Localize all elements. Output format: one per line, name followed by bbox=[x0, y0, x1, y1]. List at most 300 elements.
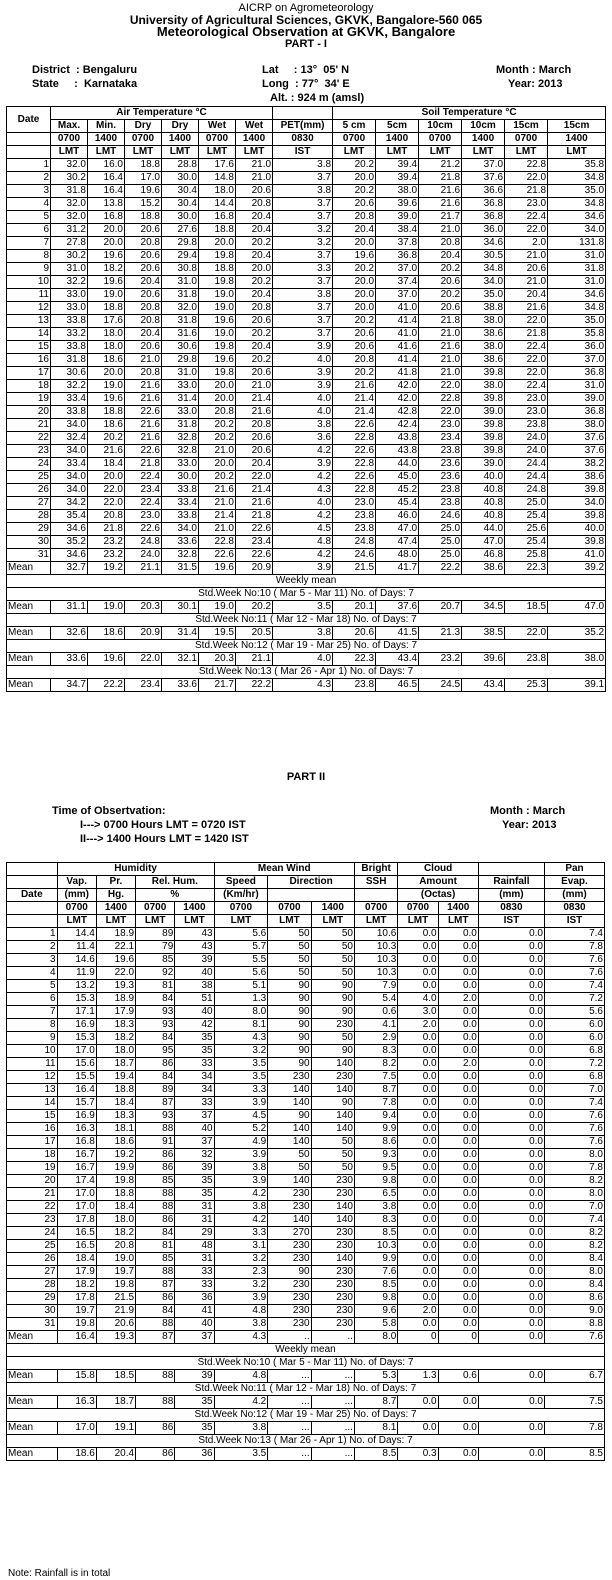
week-mean-value: ... bbox=[311, 1370, 354, 1383]
data-row bbox=[7, 484, 606, 497]
column-time-header bbox=[7, 902, 58, 915]
value-cell: 17.9 bbox=[57, 1266, 96, 1279]
value-cell: 95 bbox=[136, 1045, 175, 1058]
column-unit-header: LMT bbox=[57, 915, 96, 928]
value-cell: 93 bbox=[136, 1019, 175, 1032]
date-cell: 2 bbox=[7, 941, 58, 954]
value-cell: 19.0 bbox=[199, 302, 236, 315]
value-cell: 28.8 bbox=[162, 159, 199, 172]
date-cell: 14 bbox=[7, 328, 51, 341]
week-mean-value: 3.5 bbox=[273, 601, 333, 614]
value-cell: 21.6 bbox=[419, 185, 462, 198]
value-cell: 19.6 bbox=[125, 185, 162, 198]
value-cell: 36.0 bbox=[548, 341, 606, 354]
value-cell: 3.8 bbox=[214, 1318, 268, 1331]
value-cell: 9.3 bbox=[354, 1149, 397, 1162]
unit-header: (Km/hr) bbox=[214, 889, 268, 902]
date-cell: 23 bbox=[7, 445, 51, 458]
mean-label: Mean bbox=[7, 1448, 58, 1461]
value-cell: 0.0 bbox=[438, 1279, 478, 1292]
date-group-blank bbox=[7, 863, 58, 876]
value-cell: 51 bbox=[175, 993, 214, 1006]
value-cell: 23.8 bbox=[333, 510, 376, 523]
date-cell: 21 bbox=[7, 419, 51, 432]
data-row bbox=[7, 1305, 605, 1318]
value-cell: 11.9 bbox=[57, 967, 96, 980]
value-cell: 22.4 bbox=[125, 497, 162, 510]
value-cell: 230 bbox=[268, 1305, 311, 1318]
value-cell: 35 bbox=[175, 1032, 214, 1045]
data-row bbox=[7, 471, 606, 484]
value-cell: 90 bbox=[268, 980, 311, 993]
column-name-header: Dry bbox=[162, 120, 199, 133]
value-cell: 25.4 bbox=[505, 536, 548, 549]
value-cell: 5.2 bbox=[214, 1123, 268, 1136]
std-week-label: Std.Week No:12 ( Mar 19 - Mar 25) No. of Days: 7 bbox=[7, 1409, 605, 1422]
value-cell: 46.8 bbox=[462, 549, 505, 562]
date-header: Date bbox=[7, 889, 58, 902]
value-cell: 0.0 bbox=[398, 1123, 438, 1136]
value-cell: 37.4 bbox=[376, 276, 419, 289]
value-cell: 37.6 bbox=[548, 432, 606, 445]
value-cell: 0.0 bbox=[398, 1253, 438, 1266]
value-cell: 30.6 bbox=[162, 341, 199, 354]
value-cell: 7.9 bbox=[354, 980, 397, 993]
column-time-header: 0830 bbox=[544, 902, 604, 915]
data-row bbox=[7, 1253, 605, 1266]
value-cell: 23.6 bbox=[419, 458, 462, 471]
value-cell: 50 bbox=[311, 941, 354, 954]
value-cell: 84 bbox=[136, 1227, 175, 1240]
value-cell: 21.6 bbox=[236, 497, 273, 510]
value-cell: 39.4 bbox=[376, 159, 419, 172]
value-cell: 8.1 bbox=[214, 1019, 268, 1032]
value-cell: 21.0 bbox=[505, 250, 548, 263]
value-cell: 18.8 bbox=[88, 302, 125, 315]
value-cell: 25.4 bbox=[505, 510, 548, 523]
value-cell: 31.0 bbox=[162, 276, 199, 289]
mean-value: 20.9 bbox=[236, 562, 273, 575]
value-cell: 40 bbox=[175, 1318, 214, 1331]
rainfall-note: Note: Rainfall is in total bbox=[8, 1568, 111, 1579]
value-cell: 18.6 bbox=[96, 1136, 135, 1149]
data-row bbox=[7, 458, 606, 471]
value-cell: 36.8 bbox=[376, 250, 419, 263]
column-time-header: 0700 bbox=[199, 133, 236, 146]
mean-value: 39.2 bbox=[548, 562, 606, 575]
value-cell: 140 bbox=[268, 1084, 311, 1097]
date-cell: 27 bbox=[7, 497, 51, 510]
date-cell: 17 bbox=[7, 1136, 58, 1149]
mean-value: 22.2 bbox=[419, 562, 462, 575]
week-mean-value: 3.5 bbox=[214, 1448, 268, 1461]
date-cell: 11 bbox=[7, 1058, 58, 1071]
column-time-header: 0700 bbox=[333, 133, 376, 146]
value-cell: 22.0 bbox=[88, 484, 125, 497]
value-cell: 8.2 bbox=[544, 1175, 604, 1188]
value-cell: 39.8 bbox=[548, 536, 606, 549]
value-cell: 7.0 bbox=[544, 1084, 604, 1097]
value-cell: 30.2 bbox=[51, 172, 88, 185]
value-cell: 36.8 bbox=[548, 406, 606, 419]
date-cell: 23 bbox=[7, 1214, 58, 1227]
value-cell: 50 bbox=[268, 967, 311, 980]
data-row bbox=[7, 993, 605, 1006]
week-mean-value: 33.6 bbox=[162, 679, 199, 692]
value-cell: 22.0 bbox=[96, 967, 135, 980]
value-cell: 3.2 bbox=[273, 224, 333, 237]
data-row bbox=[7, 341, 606, 354]
value-cell: 31.0 bbox=[51, 263, 88, 276]
week-mean-value: ... bbox=[311, 1396, 354, 1409]
data-row bbox=[7, 1058, 605, 1071]
time-observation-line-1: I---> 0700 Hours LMT = 0720 IST bbox=[80, 819, 246, 831]
value-cell: 50 bbox=[311, 1149, 354, 1162]
data-row bbox=[7, 1292, 605, 1305]
std-week-mean-row bbox=[7, 601, 606, 614]
value-cell: 8.6 bbox=[354, 1136, 397, 1149]
value-cell: 0.0 bbox=[398, 1071, 438, 1084]
value-cell: 18.4 bbox=[57, 1253, 96, 1266]
std-week-label: Std.Week No:11 ( Mar 12 - Mar 18) No. of Days: 7 bbox=[7, 1383, 605, 1396]
value-cell: 21.0 bbox=[419, 224, 462, 237]
value-cell: 2.0 bbox=[505, 237, 548, 250]
value-cell: 90 bbox=[268, 1058, 311, 1071]
data-row bbox=[7, 276, 606, 289]
value-cell: 18.0 bbox=[88, 341, 125, 354]
value-cell: 39.8 bbox=[462, 445, 505, 458]
value-cell: 37 bbox=[175, 1136, 214, 1149]
column-time-header: 0700 bbox=[136, 902, 175, 915]
value-cell: 20.4 bbox=[236, 250, 273, 263]
value-cell: 4.2 bbox=[273, 471, 333, 484]
std-week-label-row bbox=[7, 1409, 605, 1422]
value-cell: 21.6 bbox=[333, 380, 376, 393]
value-cell: 32 bbox=[175, 1149, 214, 1162]
data-row bbox=[7, 1162, 605, 1175]
wind-direction-header: Direction bbox=[268, 876, 355, 889]
mean-value: 19.3 bbox=[96, 1331, 135, 1344]
value-cell: 50 bbox=[311, 1136, 354, 1149]
value-cell: 0.0 bbox=[478, 1084, 544, 1097]
value-cell: 20.6 bbox=[236, 445, 273, 458]
value-cell: 40.0 bbox=[548, 523, 606, 536]
week-mean-value: 8.5 bbox=[544, 1448, 604, 1461]
value-cell: 21.0 bbox=[236, 172, 273, 185]
value-cell: 20.6 bbox=[236, 367, 273, 380]
value-cell: 0.0 bbox=[478, 1188, 544, 1201]
week-mean-value: 20.3 bbox=[125, 601, 162, 614]
mean-label: Mean bbox=[7, 1396, 58, 1409]
value-cell: 90 bbox=[311, 1045, 354, 1058]
value-cell: 16.9 bbox=[57, 1019, 96, 1032]
column-unit-header bbox=[7, 146, 51, 159]
value-cell: 0.0 bbox=[478, 1136, 544, 1149]
value-cell: 0.0 bbox=[478, 980, 544, 993]
value-cell: 9.5 bbox=[354, 1162, 397, 1175]
value-cell: 27.6 bbox=[162, 224, 199, 237]
date-cell: 10 bbox=[7, 1045, 58, 1058]
value-cell: 2.3 bbox=[214, 1266, 268, 1279]
value-cell: 0.0 bbox=[478, 954, 544, 967]
value-cell: 90 bbox=[311, 1006, 354, 1019]
value-cell: 8.0 bbox=[544, 1149, 604, 1162]
value-cell: 19.6 bbox=[96, 954, 135, 967]
value-cell: 50 bbox=[268, 941, 311, 954]
value-cell: 17.9 bbox=[96, 1006, 135, 1019]
value-cell: 230 bbox=[268, 1318, 311, 1331]
value-cell: 7.5 bbox=[354, 1071, 397, 1084]
week-mean-value: 86 bbox=[136, 1448, 175, 1461]
column-time-header: 0700 bbox=[57, 902, 96, 915]
value-cell: 88 bbox=[136, 1188, 175, 1201]
week-mean-value: 21.1 bbox=[236, 653, 273, 666]
value-cell: 3.1 bbox=[214, 1240, 268, 1253]
value-cell: 18.8 bbox=[96, 1188, 135, 1201]
value-cell: 20.4 bbox=[236, 224, 273, 237]
column-unit-header: LMT bbox=[311, 915, 354, 928]
std-week-mean-row bbox=[7, 1396, 605, 1409]
value-cell: 0.0 bbox=[398, 1097, 438, 1110]
date-cell: 29 bbox=[7, 523, 51, 536]
value-cell: 3.8 bbox=[214, 1162, 268, 1175]
value-cell: 81 bbox=[136, 980, 175, 993]
value-cell: 18.8 bbox=[199, 263, 236, 276]
value-cell: 22.8 bbox=[199, 536, 236, 549]
week-mean-value: 20.1 bbox=[333, 601, 376, 614]
std-week-label-row bbox=[7, 640, 606, 653]
date-cell: 30 bbox=[7, 1305, 58, 1318]
column-unit-header: LMT bbox=[548, 146, 606, 159]
value-cell: 5.8 bbox=[354, 1318, 397, 1331]
value-cell: 35 bbox=[175, 1188, 214, 1201]
std-week-mean-row bbox=[7, 1370, 605, 1383]
value-cell: 30.2 bbox=[51, 250, 88, 263]
value-cell: 19.8 bbox=[96, 1175, 135, 1188]
value-cell: 19.8 bbox=[199, 341, 236, 354]
value-cell: 230 bbox=[268, 1253, 311, 1266]
std-week-label-row bbox=[7, 1435, 605, 1448]
value-cell: 20.0 bbox=[88, 367, 125, 380]
value-cell: 21.0 bbox=[505, 276, 548, 289]
value-cell: 31.0 bbox=[548, 276, 606, 289]
value-cell: 89 bbox=[136, 1084, 175, 1097]
value-cell: 24.8 bbox=[505, 484, 548, 497]
date-cell: 25 bbox=[7, 1240, 58, 1253]
std-week-label-row bbox=[7, 588, 606, 601]
value-cell: 16.8 bbox=[88, 211, 125, 224]
value-cell: 0.0 bbox=[478, 1058, 544, 1071]
value-cell: 9.8 bbox=[354, 1292, 397, 1305]
value-cell: 5.5 bbox=[214, 954, 268, 967]
value-cell: 18.9 bbox=[96, 928, 135, 941]
value-cell: 20.2 bbox=[199, 471, 236, 484]
value-cell: 0.0 bbox=[478, 1032, 544, 1045]
value-cell: 87 bbox=[136, 1279, 175, 1292]
value-cell: 88 bbox=[136, 1318, 175, 1331]
value-cell: 37.0 bbox=[376, 289, 419, 302]
value-cell: 21.6 bbox=[419, 198, 462, 211]
value-cell: 35.0 bbox=[462, 289, 505, 302]
value-cell: 0.0 bbox=[478, 1227, 544, 1240]
date-cell: 18 bbox=[7, 380, 51, 393]
value-cell: 41.4 bbox=[376, 354, 419, 367]
value-cell: 21.7 bbox=[419, 211, 462, 224]
latitude-label: Lat : 13° 05' N bbox=[262, 64, 350, 76]
value-cell: 21.6 bbox=[125, 380, 162, 393]
std-week-label: Std.Week No:11 ( Mar 12 - Mar 18) No. of Days: 7 bbox=[7, 614, 606, 627]
value-cell: 10.3 bbox=[354, 954, 397, 967]
value-cell: 31 bbox=[175, 1214, 214, 1227]
column-unit-header: LMT bbox=[398, 915, 438, 928]
date-cell: 20 bbox=[7, 406, 51, 419]
value-cell: 38 bbox=[175, 980, 214, 993]
value-cell: 31.8 bbox=[51, 354, 88, 367]
value-cell: 0.0 bbox=[438, 1214, 478, 1227]
value-cell: 0.0 bbox=[438, 954, 478, 967]
value-cell: 0.0 bbox=[478, 1071, 544, 1084]
column-unit-header: LMT bbox=[136, 915, 175, 928]
week-mean-value: 38.5 bbox=[462, 627, 505, 640]
value-cell: 84 bbox=[136, 1305, 175, 1318]
value-cell: 20.8 bbox=[199, 406, 236, 419]
week-mean-value: 21.7 bbox=[199, 679, 236, 692]
value-cell: 8.5 bbox=[354, 1227, 397, 1240]
mean-label: Mean bbox=[7, 1331, 58, 1344]
data-row bbox=[7, 250, 606, 263]
data-row bbox=[7, 1201, 605, 1214]
value-cell: 6.0 bbox=[544, 1032, 604, 1045]
value-cell: 230 bbox=[311, 1305, 354, 1318]
value-cell: 39.8 bbox=[548, 484, 606, 497]
mean-label: Mean bbox=[7, 601, 51, 614]
value-cell: 140 bbox=[268, 1136, 311, 1149]
value-cell: 20.2 bbox=[333, 159, 376, 172]
week-mean-value: 3.8 bbox=[214, 1422, 268, 1435]
column-time-header: 1400 bbox=[236, 133, 273, 146]
mean-label: Mean bbox=[7, 679, 51, 692]
value-cell: 3.9 bbox=[273, 367, 333, 380]
column-unit-header: LMT bbox=[236, 146, 273, 159]
column-time-header: 1400 bbox=[88, 133, 125, 146]
data-row bbox=[7, 1045, 605, 1058]
value-cell: 22.8 bbox=[333, 432, 376, 445]
value-cell: 21.2 bbox=[419, 159, 462, 172]
value-cell: 9.9 bbox=[354, 1123, 397, 1136]
data-row bbox=[7, 1110, 605, 1123]
std-week-label: Std.Week No:12 ( Mar 19 - Mar 25) No. of Days: 7 bbox=[7, 640, 606, 653]
date-cell: 1 bbox=[7, 928, 58, 941]
pan-group-header: Pan bbox=[544, 863, 604, 876]
column-unit-header: LMT bbox=[199, 146, 236, 159]
value-cell: 19.7 bbox=[96, 1266, 135, 1279]
week-mean-value: 5.3 bbox=[354, 1370, 397, 1383]
week-mean-value: 35.2 bbox=[548, 627, 606, 640]
value-cell: 11.4 bbox=[57, 941, 96, 954]
week-mean-value: 20.2 bbox=[236, 601, 273, 614]
week-mean-value: 19.1 bbox=[96, 1422, 135, 1435]
value-cell: 24.6 bbox=[333, 549, 376, 562]
value-cell: 20.6 bbox=[236, 185, 273, 198]
value-cell: 20.4 bbox=[505, 289, 548, 302]
value-cell: 33.0 bbox=[51, 302, 88, 315]
value-cell: 33.8 bbox=[162, 484, 199, 497]
column-unit-header: LMT bbox=[438, 915, 478, 928]
value-cell: 20.8 bbox=[236, 419, 273, 432]
column-unit-header: LMT bbox=[214, 915, 268, 928]
value-cell: 20.8 bbox=[333, 354, 376, 367]
value-cell: 8.2 bbox=[544, 1240, 604, 1253]
date-cell: 13 bbox=[7, 315, 51, 328]
value-cell: 20.6 bbox=[125, 250, 162, 263]
value-cell: 33.4 bbox=[51, 393, 88, 406]
value-cell: 0.0 bbox=[398, 1266, 438, 1279]
value-cell: 39.0 bbox=[462, 458, 505, 471]
value-cell: 20.0 bbox=[333, 237, 376, 250]
value-cell: 20.0 bbox=[88, 471, 125, 484]
value-cell: 39.8 bbox=[462, 393, 505, 406]
value-cell: 20.6 bbox=[125, 289, 162, 302]
value-cell: 20.4 bbox=[125, 328, 162, 341]
value-cell: 19.4 bbox=[96, 1071, 135, 1084]
pressure-header: Pr. bbox=[96, 876, 135, 889]
column-time-header: 0700 bbox=[354, 902, 397, 915]
value-cell: 3.8 bbox=[354, 1201, 397, 1214]
value-cell: 4.3 bbox=[214, 1032, 268, 1045]
value-cell: 39.8 bbox=[462, 432, 505, 445]
value-cell: 9.6 bbox=[354, 1305, 397, 1318]
value-cell: 30.6 bbox=[51, 367, 88, 380]
week-mean-value: 46.5 bbox=[376, 679, 419, 692]
value-cell: 3.7 bbox=[273, 250, 333, 263]
week-mean-value: 0.3 bbox=[398, 1448, 438, 1461]
value-cell: 40.8 bbox=[462, 510, 505, 523]
value-cell: 31.8 bbox=[162, 315, 199, 328]
value-cell: 50 bbox=[268, 1149, 311, 1162]
value-cell: 0.0 bbox=[438, 1032, 478, 1045]
column-time-header: 0700 bbox=[505, 133, 548, 146]
value-cell: 20.0 bbox=[333, 172, 376, 185]
value-cell: 15.2 bbox=[125, 198, 162, 211]
value-cell: 38.0 bbox=[548, 419, 606, 432]
value-cell: 17.0 bbox=[125, 172, 162, 185]
value-cell: 32.8 bbox=[162, 549, 199, 562]
wind-speed-header: Speed bbox=[214, 876, 268, 889]
value-cell: 19.6 bbox=[199, 315, 236, 328]
week-mean-value: 23.8 bbox=[505, 653, 548, 666]
value-cell: 140 bbox=[311, 1214, 354, 1227]
value-cell: 5.1 bbox=[214, 980, 268, 993]
value-cell: 21.4 bbox=[199, 510, 236, 523]
value-cell: 20.0 bbox=[333, 289, 376, 302]
week-mean-value: 8.7 bbox=[354, 1396, 397, 1409]
column-unit-header: IST bbox=[544, 915, 604, 928]
value-cell: 22.0 bbox=[505, 172, 548, 185]
value-cell: 31.0 bbox=[548, 380, 606, 393]
value-cell: 4.2 bbox=[273, 510, 333, 523]
value-cell: 25.0 bbox=[505, 497, 548, 510]
value-cell: 13.2 bbox=[57, 980, 96, 993]
std-week-label: Std.Week No:13 ( Mar 26 - Apr 1) No. of Days: 7 bbox=[7, 666, 606, 679]
week-mean-value: 16.3 bbox=[57, 1396, 96, 1409]
std-week-mean-row bbox=[7, 653, 606, 666]
data-row bbox=[7, 445, 606, 458]
data-row bbox=[7, 1279, 605, 1292]
value-cell: 14.4 bbox=[57, 928, 96, 941]
value-cell: 50 bbox=[311, 967, 354, 980]
value-cell: 0.0 bbox=[438, 1149, 478, 1162]
date-cell: 7 bbox=[7, 1006, 58, 1019]
